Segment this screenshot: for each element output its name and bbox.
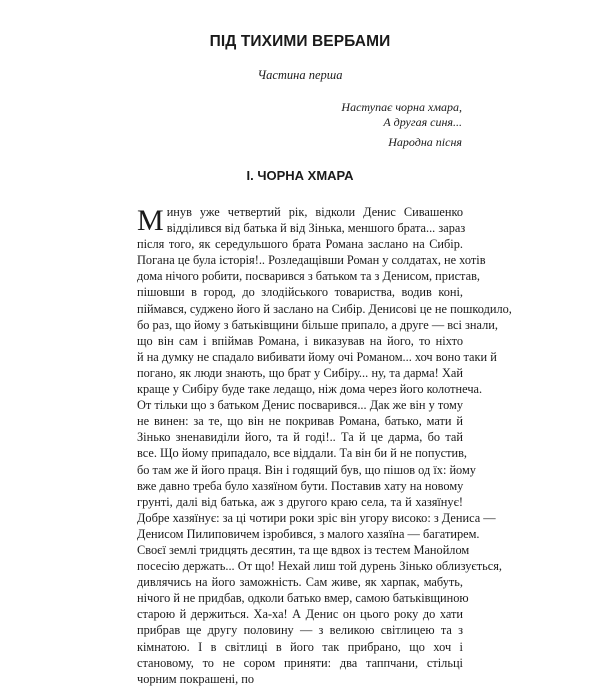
body-line: инув уже четвертий рік, відколи Денис Сивашенко <box>166 205 463 219</box>
drop-cap: М <box>137 204 164 237</box>
body-line: чорним покрашені, по <box>137 671 255 686</box>
body-line: Добре хазяїнує: за ці чотири роки зріс він угору високо: з Дениса — <box>137 510 496 525</box>
body-line: бо раз, що йому з батьківщини більше припало, а друге — всі знали, <box>137 317 498 332</box>
body-line: От тільки що з батьком Денис посварився... Дак же він у тому <box>137 398 463 413</box>
book-title: ПІД ТИХИМИ ВЕРБАМИ <box>209 33 391 50</box>
body-line: старою й держиться. Ха-ха! А Денис он цього року до хати <box>137 607 463 622</box>
body-line: що він сам і впіймав Романа, і виказував на його, то ніхто <box>137 333 463 348</box>
chapter-title: I. ЧОРНА ХМАРА <box>246 168 354 183</box>
body-line: й на думку не спадало вибивати йому очі Романом... хоч воно таки й <box>137 349 497 364</box>
epigraph <box>341 100 462 130</box>
body-line: дивлячись на його заможність. Сам живе, як харпак, мабуть, <box>137 575 463 590</box>
body-line: бо там же й його праця. Він і годящий був, що пішов од їх: йому <box>137 462 476 477</box>
body-line: дома нічого робити, посварився з батьком та з Денисом, пристав, <box>137 269 480 284</box>
body-line: погано, як люди знають, що брат у Сибіру... ну, та дарма! Хай <box>137 365 463 380</box>
body-line: Погана це була історія!.. Розледащівши Роман у солдатах, не хотів <box>137 253 486 268</box>
body-line: посесію держать... От що! Нехай лиш той дурень Зінько облизується, <box>137 559 502 574</box>
body-line: піймався, суджено його й заслано на Сибір. Денисові це не пошкодило, <box>137 301 512 316</box>
body-line: прибрав ще другу половину — з великою світлицею та з <box>137 623 463 638</box>
part-subtitle: Частина перша <box>257 68 343 82</box>
body-line: нічого й не придбав, одколи батько вмер, самою батьківщиною <box>137 591 469 606</box>
body-line: після того, як середульшого брата Романа заслано на Сибір. <box>137 237 463 252</box>
body-line: не винен: за те, що він не покривав Романа, батько, мати й <box>137 414 463 429</box>
body-text <box>137 204 512 687</box>
body-line: все. Що йому припадало, все віддали. Та він би й не попустив, <box>137 446 468 461</box>
body-line: вже давно треба було хазяїном бути. Поставив хату на новому <box>137 478 464 493</box>
epigraph-source: Народна пісня <box>388 135 462 149</box>
body-line: кімнатою. І в світлиці в його так прибрано, що хоч і <box>137 639 463 654</box>
body-line: Своєї землі тридцять десятин, та ще вдвох із тестем Манойлом <box>137 542 470 557</box>
epigraph-line: Наступає чорна хмара, <box>341 100 462 114</box>
body-line: становому, то не сором приняти: два таппчани, стільці <box>137 655 463 670</box>
body-line: Денисом Пилиповичем ізробився, з малого хазяїна — багатирем. <box>137 526 480 541</box>
body-line: відділився від батька й від Зінька, меншого брата... зараз <box>166 221 466 236</box>
body-line: грунті, далі від батька, аж з другого краю села, та й хазяїнує! <box>137 494 463 509</box>
body-line: краще у Сибіру буде таке ледащо, ніж дома через його колотнеча. <box>137 382 483 397</box>
body-line: Зінько зненавиділи його, та й годі!.. Та й це дарма, бо тай <box>137 430 463 445</box>
body-line: пішовши в город, до злодійського товариства, водив коні, <box>137 285 463 300</box>
epigraph-line: А другая синя... <box>383 115 462 129</box>
